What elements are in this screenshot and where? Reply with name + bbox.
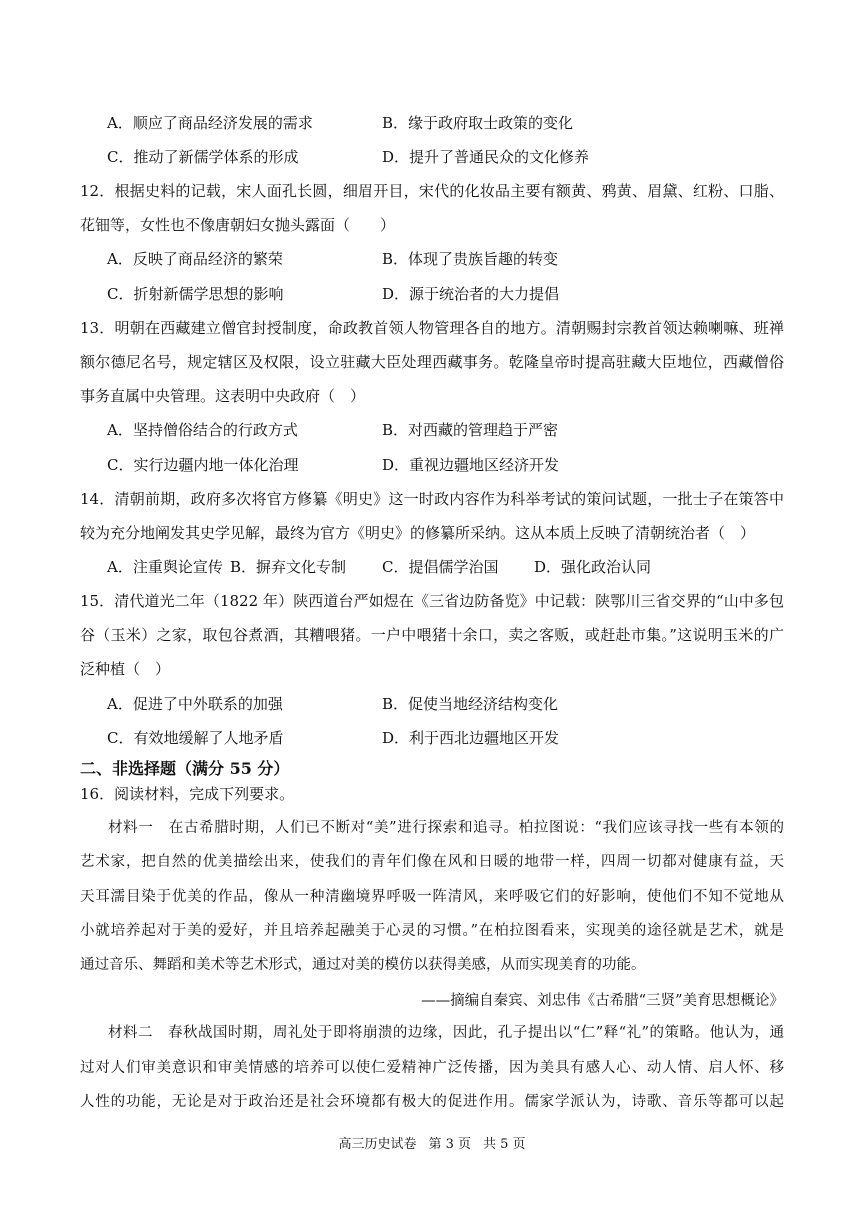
page-footer: [0, 1133, 864, 1152]
material2-line-2: 过对人们审美意识和审美情感的培养可以使仁爱精神广泛传播，因为美具有感人心、动人情、启人怀、移: [80, 1060, 784, 1076]
q14-option-d: D．强化政治认同: [534, 558, 652, 576]
q14-option-a: A．注重舆论宣传: [107, 558, 223, 576]
q11-option-c: C．推动了新儒学体系的形成: [107, 148, 299, 166]
footer-total-pages: 共 5 页: [483, 1137, 526, 1152]
q13-option-d: D．重视边疆地区经济开发: [382, 456, 560, 474]
q15-option-a: A．促进了中外联系的加强: [107, 695, 283, 713]
q16-instruction: 16．阅读材料，完成下列要求。: [80, 785, 295, 803]
q13-stem-line-1: 13．明朝在西藏建立僧官封授制度，命政教首领人物管理各自的地方。清朝赐封宗教首领达赖喇嘛、班禅: [80, 319, 784, 337]
q13-option-c: C．实行边疆内地一体化治理: [107, 456, 299, 474]
q13-stem-line-3: 事务直属中央管理。这表明中央政府（ ）: [80, 387, 366, 405]
q12-option-b: B．体现了贵族旨趣的转变: [382, 250, 559, 268]
material1-line-4: 小就培养起对于美的爱好，并且培养起融美于心灵的习惯。”在柏拉图看来，实现美的途径就是艺术，就是: [80, 923, 784, 939]
material2-line-1: 材料二 春秋战国时期，周礼处于即将崩溃的边缘，因此，孔子提出以“仁”释“礼”的策略。他认为，通: [108, 1025, 784, 1041]
q14-stem-line-2: 较为充分地阐发其史学见解，最终为官方《明史》的修纂所采纳。这从本质上反映了清朝统治者（ ）: [80, 524, 756, 542]
material1-line-2: 艺术家，把自然的优美描绘出来，使我们的青年们像在风和日暖的地带一样，四周一切都对健康有益，天: [80, 854, 784, 870]
q12-option-d: D．源于统治者的大力提倡: [382, 285, 560, 303]
q11-option-d: D．提升了普通民众的文化修养: [382, 148, 590, 166]
material1-source: ——摘编自秦宾、刘忠伟《古希腊“三贤”美育思想概论》: [421, 993, 784, 1009]
q15-option-c: C．有效地缓解了人地矛盾: [107, 729, 284, 747]
footer-exam-title: 高三历史试卷: [338, 1137, 417, 1152]
q15-stem-line-3: 泛种植（ ）: [80, 660, 171, 678]
q14-stem-line-1: 14．清朝前期，政府多次将官方修纂《明史》这一时政内容作为科举考试的策问试题，一批士子在策答中: [80, 490, 784, 508]
q11-option-a: A．顺应了商品经济发展的需求: [107, 114, 313, 132]
q15-stem-line-1: 15．清代道光二年（1822 年）陕西道台严如煜在《三省边防备览》中记载：陕鄂川三省交界的“山中多包: [80, 592, 784, 610]
q11-option-b: B．缘于政府取士政策的变化: [382, 114, 574, 132]
q13-option-b: B．对西藏的管理趋于严密: [382, 421, 559, 439]
q15-option-d: D．利于西北边疆地区开发: [382, 729, 560, 747]
q12-option-c: C．折射新儒学思想的影响: [107, 285, 284, 303]
footer-page-number: 第 3 页: [428, 1137, 471, 1152]
q13-option-a: A．坚持僧俗结合的行政方式: [107, 421, 298, 439]
material2-line-3: 人性的功能，无论是对于政治还是社会环境都有极大的促进作用。儒家学派认为，诗歌、音乐等都可以起: [80, 1094, 784, 1110]
material1-line-3: 天耳濡目染于优美的作品，像从一种清幽境界呼吸一阵清风，来呼吸它们的好影响，使他们不知不觉地从: [80, 889, 784, 905]
q14-option-c: C．提倡儒学治国: [382, 558, 499, 576]
section-heading: 二、非选择题（满分 55 分）: [80, 759, 290, 778]
q12-option-a: A．反映了商品经济的繁荣: [107, 250, 283, 268]
q15-option-b: B．促使当地经济结构变化: [382, 695, 559, 713]
q12-stem-line-1: 12．根据史料的记载，宋人面孔长圆，细眉开目，宋代的化妆品主要有额黄、鸦黄、眉黛、红粉、口脂、: [80, 182, 784, 200]
q12-stem-line-2: 花钿等，女性也不像唐朝妇女抛头露面（ ）: [80, 216, 396, 234]
material1-line-5: 通过音乐、舞蹈和美术等艺术形式，通过对美的模仿以获得美感，从而实现美育的功能。: [80, 957, 646, 973]
q14-option-b: B．摒弃文化专制: [230, 558, 347, 576]
q13-stem-line-2: 额尔德尼名号，规定辖区及权限，设立驻藏大臣处理西藏事务。乾隆皇帝时提高驻藏大臣地位，西藏僧俗: [80, 353, 784, 371]
material1-line-1: 材料一 在古希腊时期，人们已不断对“美”进行探索和追寻。柏拉图说：“我们应该寻找一些有本领的: [108, 820, 784, 836]
q15-stem-line-2: 谷（玉米）之家，取包谷煮酒，其糟喂猪。一户中喂猪十余口，卖之客贩，或赶赴市集。”这说明玉米的广: [80, 626, 784, 644]
